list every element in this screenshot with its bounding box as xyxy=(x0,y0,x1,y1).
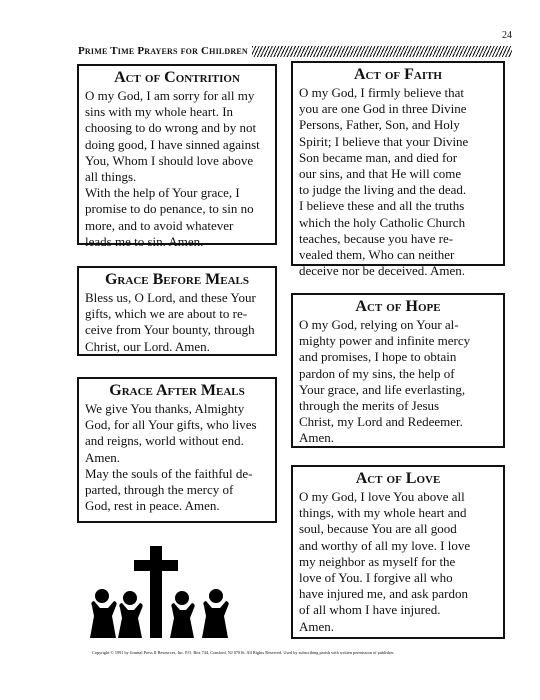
prayer-text: We give You thanks, Almighty God, for all Your gifts, who lives and reigns, world without end. Amen. May the souls of the faithful de- parted, through the mercy of God, rest in peace. Amen. xyxy=(85,401,257,514)
prayer-title: Act of Hope xyxy=(355,298,441,315)
prayer-title: Grace Before Meals xyxy=(104,271,249,288)
praying-figure-inner-left xyxy=(118,591,143,638)
header-hatch-rule xyxy=(252,46,512,57)
prayer-box-act-of-hope xyxy=(291,293,505,448)
prayer-text: O my God, I love You above all things, with my whole heart and soul, because You are all good and worthy of all my love. I love my neighbor as myself for the love of You. I forgive all who have injured me, and ask pardon of all whom I have injured. Amen. xyxy=(299,489,471,634)
cross-with-praying-figures-icon xyxy=(90,546,230,638)
prayer-box-grace-after-meals xyxy=(77,377,277,523)
prayer-text: O my God, relying on Your al- mighty power and infinite mercy and promises, I hope to obtain pardon of my sins, the help of Your grace, and life everlasting, through the merits of Jesus Christ, my Lord and Redeemer. Amen. xyxy=(299,317,471,446)
copyright-notice: Copyright © 1991 by Journal Press II Resources, Inc. P.O. Box 744, Cranford, NJ 07016. All Rights Reserved. Used by subscribing parish with written permission of publisher. xyxy=(92,650,395,655)
prayer-box-grace-before-meals xyxy=(77,266,277,356)
prayer-title: Act of Faith xyxy=(353,66,442,83)
page-number: 24 xyxy=(502,30,512,41)
praying-figure-left xyxy=(90,589,117,638)
prayer-box-act-of-love xyxy=(291,465,505,639)
praying-figure-right xyxy=(202,589,229,638)
prayer-text: O my God, I am sorry for all my sins with my whole heart. In choosing to do wrong and by not doing good, I have sinned against You, Whom I should love above all things. With the help of Your grace, I promise to do penance, to sin no more, and to avoid whatever leads me to sin. Amen. xyxy=(85,88,260,249)
prayer-box-act-of-faith xyxy=(291,61,505,279)
prayer-title: Grace After Meals xyxy=(109,382,245,399)
prayer-title: Act of Love xyxy=(355,470,441,487)
prayer-title: Act of Contrition xyxy=(114,69,240,86)
header-title: Prime Time Prayers for Children xyxy=(78,45,248,57)
page-header xyxy=(78,44,512,58)
prayer-text: O my God, I firmly believe that you are one God in three Divine Persons, Father, Son, and Holy Spirit; I believe that your Divine Son became man, and died for our sins, and that He will come to judge the living and the dead. I believe these and all the truths which the holy Catholic Church teaches, because you have re- vealed them, Who can neither deceive nor be deceived. Amen. xyxy=(299,85,469,279)
prayer-box-act-of-contrition xyxy=(77,64,277,249)
praying-figure-inner-right xyxy=(170,591,195,638)
prayer-text: Bless us, O Lord, and these Your gifts, which we are about to re- ceive from Your bounty, through Christ, our Lord. Amen. xyxy=(85,290,256,354)
